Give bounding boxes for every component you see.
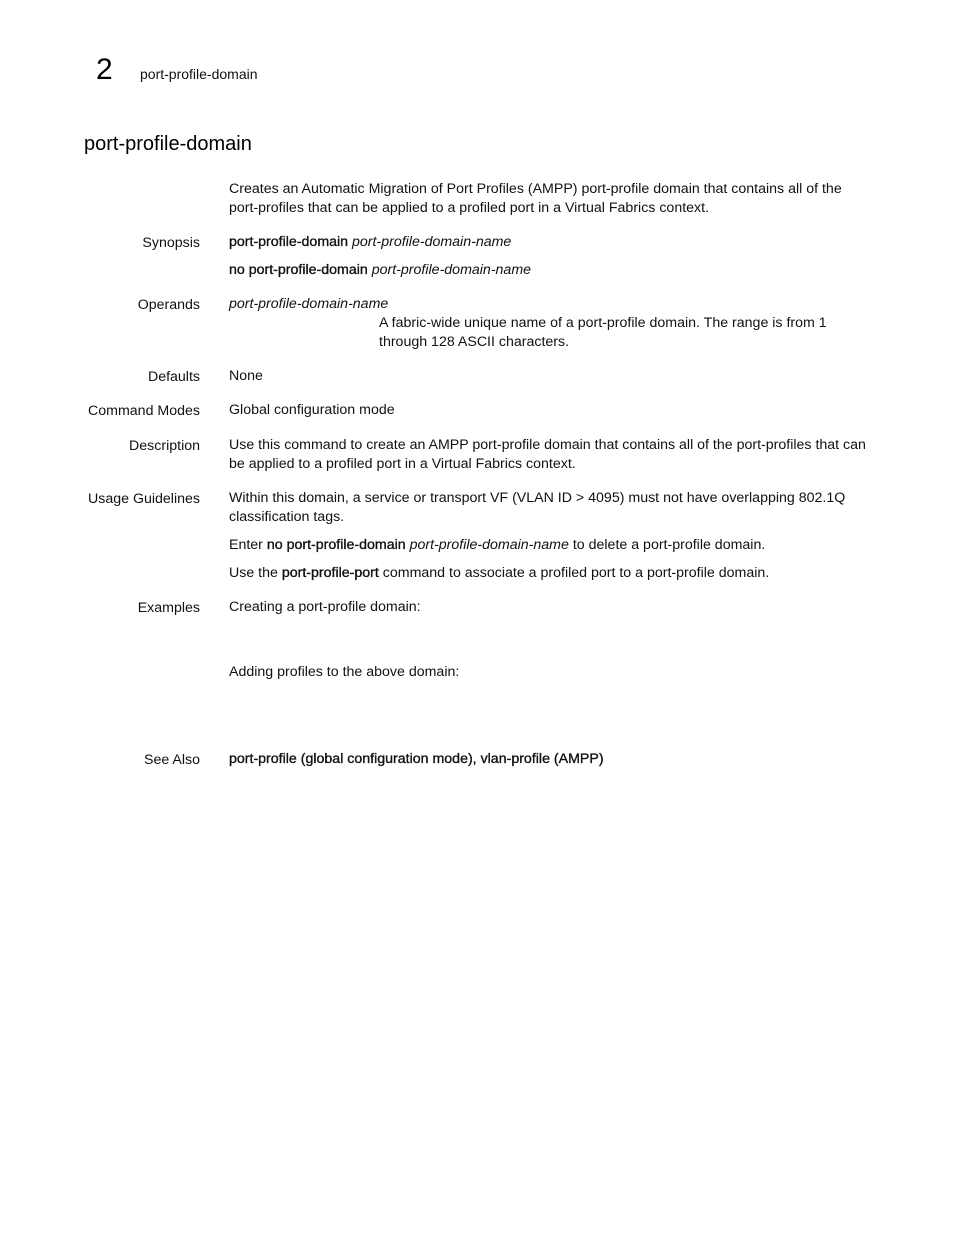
defaults-value: None [229,368,263,384]
usage-p2-suffix: to delete a port-profile domain. [568,537,766,553]
operand-name [229,295,874,314]
usage-p3-prefix: Use the [229,565,282,581]
synopsis-no-command: no port-profile-domain [229,262,368,278]
page-title: port-profile-domain [84,133,252,155]
usage-p2-argument: port-profile-domain-name [409,537,569,553]
usage-p3-command: port-profile-port [281,565,379,581]
synopsis-argument: port-profile-domain-name [352,234,512,250]
usage-paragraph-3 [229,564,874,583]
description-label: Description [129,438,200,454]
usage-guidelines-label: Usage Guidelines [88,491,200,507]
example-2-text: Adding profiles to the above domain: [229,664,460,680]
defaults-label: Defaults [147,369,200,385]
description-text: Use this command to create an AMPP port-profile domain that contains all of the port-profiles that can be applied to a profiled port in a Virtual Fabrics context. [229,437,866,472]
synopsis-line-1 [229,233,874,252]
see-also-label: See Also [143,752,200,768]
examples-label: Examples [137,600,200,616]
example-1-text: Creating a port-profile domain: [229,599,421,615]
operand-description: A fabric-wide unique name of a port-profile domain. The range is from 1 through 128 ASCII characters. [379,315,827,350]
usage-p2-prefix: Enter [229,537,267,553]
command-modes-label: Command Modes [88,403,200,419]
operands-label: Operands [137,297,200,313]
synopsis-label: Synopsis [142,235,200,251]
running-title: port-profile-domain [140,66,258,82]
see-also-links [229,750,874,769]
synopsis-no-argument: port-profile-domain-name [371,262,532,278]
synopsis-command: port-profile-domain [229,234,349,250]
see-also-link-list[interactable]: port-profile (global configuration mode), vlan-profile (AMPP) [229,751,604,767]
usage-paragraph-1: Within this domain, a service or transport VF (VLAN ID > 4095) must not have overlapping 802.1Q classification tags. [229,490,846,525]
usage-p2-command: no port-profile-domain [266,537,406,553]
command-modes-value: Global configuration mode [229,402,395,418]
synopsis-line-2 [229,261,874,280]
intro-paragraph: Creates an Automatic Migration of Port Profiles (AMPP) port-profile domain that contains all of the port-profiles that can be applied to a profiled port in a Virtual Fabrics context. [229,181,842,216]
usage-p3-suffix: command to associate a profiled port to a port-profile domain. [378,565,770,581]
usage-paragraph-2 [229,536,874,555]
chapter-number: 2 [96,53,113,86]
operand-name-text: port-profile-domain-name [229,296,389,312]
